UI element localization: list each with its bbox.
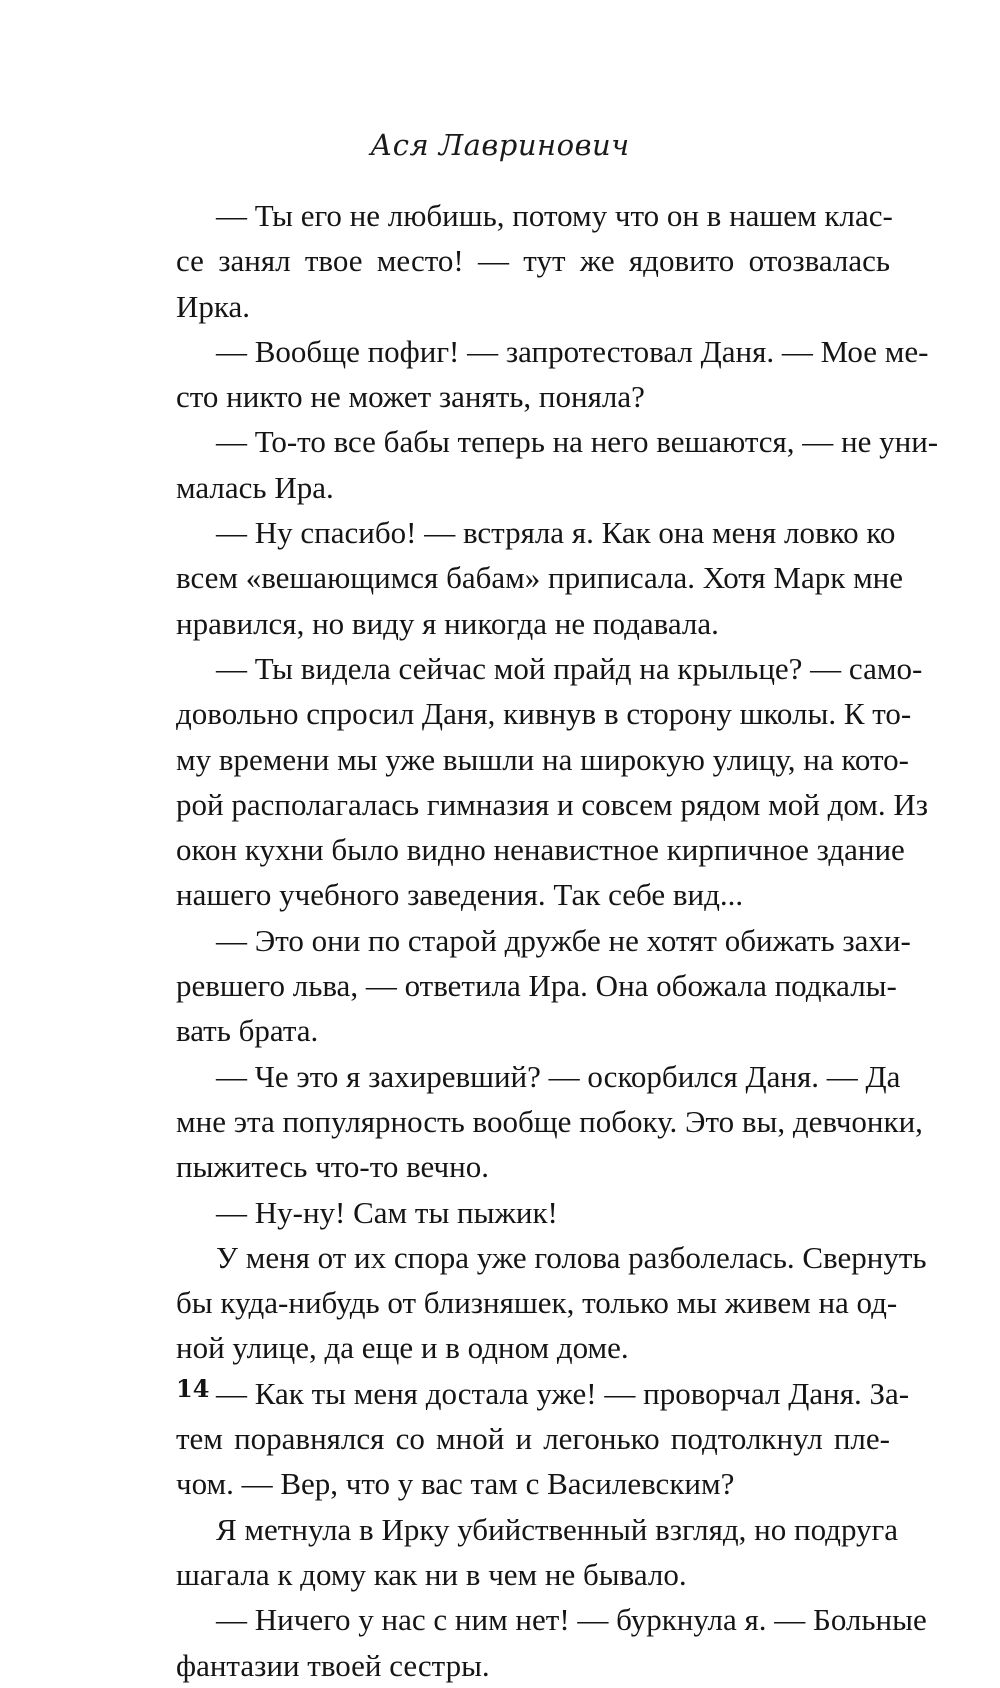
text-line: бы куда-нибудь от близняшек, только мы живем на од- — [176, 1285, 898, 1321]
text-line: ной улице, да еще и в одном доме. — [176, 1330, 629, 1366]
text-line: фантазии твоей сестры. — [176, 1647, 490, 1683]
text-line: тем поравнялся со мной и легонько подтолкнул пле- — [176, 1421, 890, 1457]
text-line: — То-то все бабы теперь на него вешаются, — не уни- — [216, 424, 939, 460]
running-head-author: Ася Лавринович — [370, 128, 630, 162]
text-line: мне эта популярность вообще побоку. Это вы, девчонки, — [176, 1103, 923, 1139]
text-line: У меня от их спора уже голова разболелась. Свернуть — [216, 1239, 927, 1275]
text-line: Ирка. — [176, 288, 250, 324]
text-line: малась Ира. — [176, 469, 334, 505]
text-line: — Че это я захиревший? — оскорбился Даня. — Да — [216, 1058, 901, 1094]
text-line: рой располагалась гимназия и совсем рядом мой дом. Из — [176, 786, 929, 822]
page-number: 14 — [176, 1374, 210, 1403]
text-line: довольно спросил Даня, кивнув в сторону школы. К то- — [176, 696, 912, 732]
text-line: — Ну-ну! Сам ты пыжик! — [216, 1194, 558, 1230]
text-line: се занял твое место! — тут же ядовито отозвалась — [176, 243, 890, 279]
text-line: — Ты его не любишь, потому что он в нашем клас- — [216, 198, 893, 233]
text-line: му времени мы уже вышли на широкую улицу, на кото- — [176, 741, 909, 777]
text-line: всем «вешающимся бабам» приписала. Хотя Марк мне — [176, 560, 904, 596]
text-line: нравился, но виду я никогда не подавала. — [176, 605, 719, 641]
text-line: сто никто не может занять, поняла? — [176, 379, 645, 415]
text-line: вать брата. — [176, 1013, 319, 1049]
text-line: пыжитесь что-то вечно. — [176, 1149, 489, 1185]
text-line: — Как ты меня достала уже! — проворчал Даня. За- — [216, 1375, 910, 1411]
text-line: окон кухни было видно ненавистное кирпичное здание — [176, 832, 905, 868]
text-line: — Ну спасибо! — встряла я. Как она меня ловко ко — [216, 515, 896, 551]
text-line: — Ничего у нас с ним нет! — буркнула я. — Больные — [216, 1602, 927, 1638]
text-line: Я метнула в Ирку убийственный взгляд, но подруга — [216, 1511, 899, 1547]
text-line: — Вообще пофиг! — запротестовал Даня. — Мое ме- — [216, 333, 929, 369]
text-line: — Это они по старой дружбе не хотят обижать захи- — [216, 922, 911, 958]
body-text — [176, 193, 939, 1688]
text-line: ревшего льва, — ответила Ира. Она обожала подкалы- — [176, 968, 897, 1004]
text-line: — Ты видела сейчас мой прайд на крыльце? — само- — [216, 650, 923, 686]
text-line: шагала к дому как ни в чем не бывало. — [176, 1556, 687, 1592]
text-line: нашего учебного заведения. Так себе вид... — [176, 877, 744, 913]
text-line: чом. — Вер, что у вас там с Василевским? — [176, 1466, 735, 1502]
